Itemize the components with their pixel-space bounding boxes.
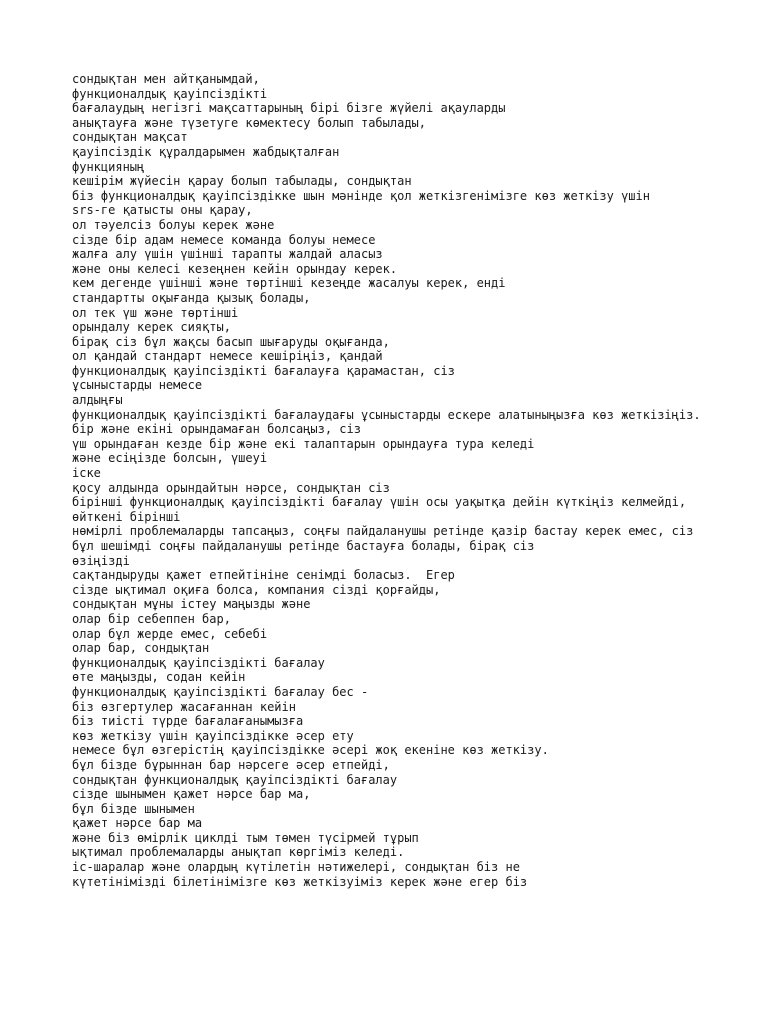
text-line: қажет нәрсе бар ма [72,816,203,831]
text-line: олар бар, сондықтан [72,641,210,656]
text-line: ол тәуелсіз болуы керек және [72,217,275,232]
text-line: көз жеткізу үшін қауіпсіздікке әсер ету [72,728,354,743]
text-line: олар бір себеппен бар, [72,611,231,626]
text-line: кешірім жүйесін қарау болып табылады, сондықтан [72,174,412,189]
text-line: орындалу керек сияқты, [72,320,231,335]
text-line: және оны келесі кезеңнен кейін орындау керек. [72,261,398,276]
text-line: олар бұл жерде емес, себебі [72,626,268,641]
text-line: сондықтан мұны істеу маңызды және [72,597,311,612]
text-line: бұл шешімді соңғы пайдаланушы ретінде бастауға болады, бірақ сіз [72,539,535,553]
text-line: стандартты оқығанда қызық болады, [72,290,311,305]
text-line: күтетінімізді білетінімізге көз жеткізуіміз керек және егер біз [72,874,528,889]
text-line: ол тек үш және төртінші [72,305,239,320]
text-line: функционалдық қауіпсіздікті бағалау [72,655,325,670]
text-line: сондықтан мақсат [72,130,188,145]
text-line: ұсыныстарды немесе [72,378,203,393]
text-line: бірақ сіз бұл жақсы басып шығаруды оқығанда, [72,334,390,349]
text-line: біз тиісті түрде бағалағанымызға [72,714,304,729]
text-line: сақтандыруды қажет етпейтініне сенімді боласыз. Егер [72,568,455,583]
text-line: сондықтан функционалдық қауіпсіздікті бағалау [72,772,398,787]
text-line: функционалдық қауіпсіздікті бағалаудағы ұсыныстарды ескере алатыныңызға көз жеткізіңіз. [72,407,701,422]
text-line: сізде ықтимал оқиға болса, компания сізді қорғайды, [72,582,441,597]
text-line: функцияның [72,159,145,174]
text-line: бір және екіні орындамаған болсаңыз, сіз [72,422,361,437]
text-line: бағалаудың негізгі мақсаттарының бірі бізге жүйелі ақауларды [72,101,506,116]
text-line: қауіпсіздік құралдарымен жабдықталған [72,144,340,159]
text-line: қосу алдында орындайтын нәрсе, сондықтан сіз [72,480,390,495]
text-line: іс-шаралар және олардың күтілетін нәтижелері, сондықтан біз не [72,860,520,875]
text-line: функционалдық қауіпсіздікті бағалау бес - [72,684,369,699]
text-line: үш орындаған кезде бір және екі талаптарын орындауға тура келеді [72,436,535,451]
text-line: кем дегенде үшінші және төртінші кезеңде жасалуы керек, енді [72,276,506,291]
text-line: және есіңізде болсын, үшеуі [72,451,268,466]
text-line: біз өзгертулер жасағаннан кейін [72,699,296,714]
text-line: бұл бізде бұрыннан бар нәрсеге әсер етпейді, [72,757,390,772]
text-line: сізде шынымен қажет нәрсе бар ма, [72,787,311,802]
text-line: немесе бұл өзгерістің қауіпсіздікке әсері жоқ екеніне көз жеткізу. [72,743,549,758]
text-line: функционалдық қауіпсіздікті [72,86,268,101]
text-line: алдыңғы [72,393,123,408]
text-line: бұл бізде шынымен [72,801,195,816]
text-line: жалға алу үшін үшінші тарапты жалдай аласыз [72,247,383,262]
text-line: біз функционалдық қауіпсіздікке шын мәнінде қол жеткізгенімізге көз жеткізу үшін [72,188,650,203]
text-line: анықтауға және түзетуге көмектесу болып табылады, [72,115,427,130]
text-line: іске [72,466,101,481]
text-line: өте маңызды, содан кейін [72,670,246,685]
text-line: ол қандай стандарт немесе кешіріңіз, қандай [72,349,383,364]
text-line: сізде бір адам немесе команда болуы немесе [72,232,376,247]
text-line: сондықтан мен айтқанымдай, [72,72,260,86]
text-line: бірінші функционалдық қауіпсіздікті бағалау үшін осы уақытқа дейін күткіңіз келмейді, [72,495,687,510]
text-line: және біз өмірлік циклді тым төмен түсірмей тұрып [72,830,419,845]
text-line: ықтимал проблемаларды анықтап көргіміз келеді. [72,845,405,860]
document-text [72,72,712,889]
text-line: функционалдық қауіпсіздікті бағалауға қарамастан, сіз [72,363,455,378]
text-line: srs-ге қатысты оны қарау, [72,203,253,218]
text-line: нөмірлі проблемаларды тапсаңыз, соңғы пайдаланушы ретінде қазір бастау керек емес, сіз [72,524,694,539]
text-line: өзіңізді [72,553,130,568]
text-line: өйткені бірінші [72,509,181,524]
